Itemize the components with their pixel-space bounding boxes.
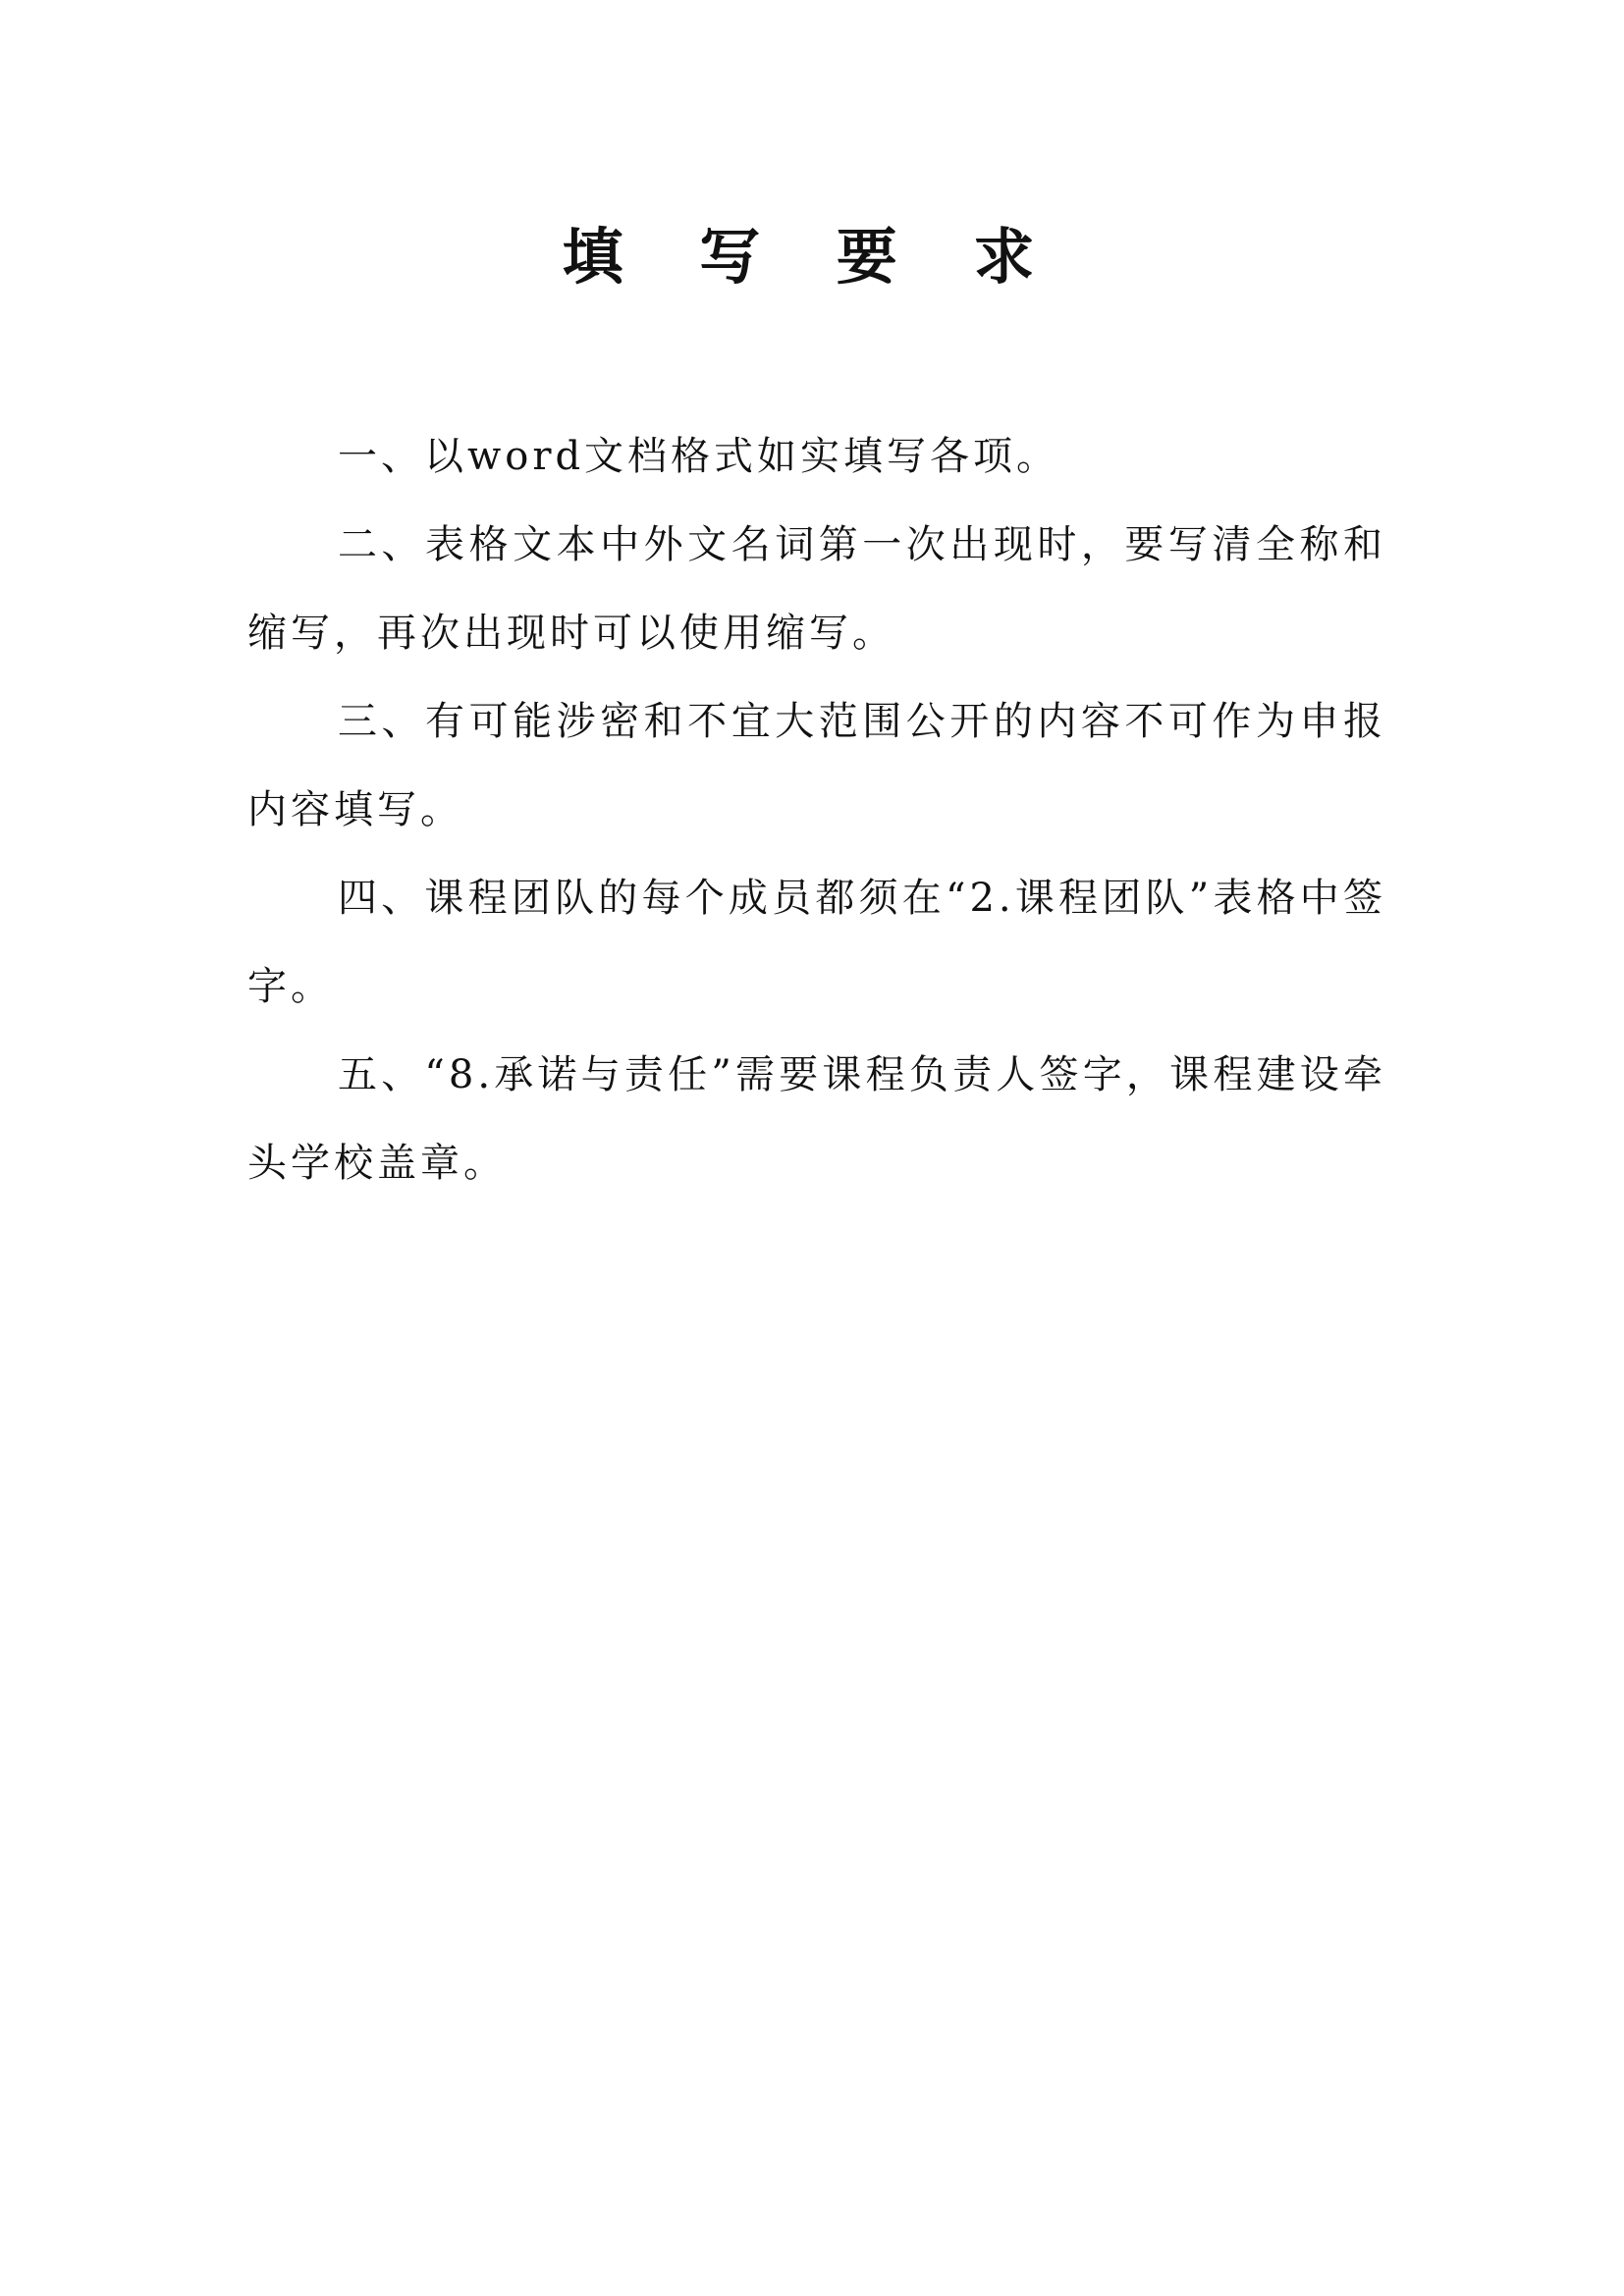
requirement-2: 二、表格文本中外文名词第一次出现时，要写清全称和缩写，再次出现时可以使用缩写。 <box>247 522 1386 656</box>
requirements-list <box>247 412 1386 1207</box>
requirement-1: 一、以word文档格式如实填写各项。 <box>338 434 1060 479</box>
requirement-5: 五、“8.承诺与责任”需要课程负责人签字，课程建设牵头学校盖章。 <box>247 1052 1386 1186</box>
requirement-3: 三、有可能涉密和不宜大范围公开的内容不可作为申报内容填写。 <box>247 699 1386 832</box>
requirement-4: 四、课程团队的每个成员都须在“2.课程团队”表格中签字。 <box>247 876 1386 1009</box>
page-title: 填 写 要 求 <box>562 221 1062 293</box>
